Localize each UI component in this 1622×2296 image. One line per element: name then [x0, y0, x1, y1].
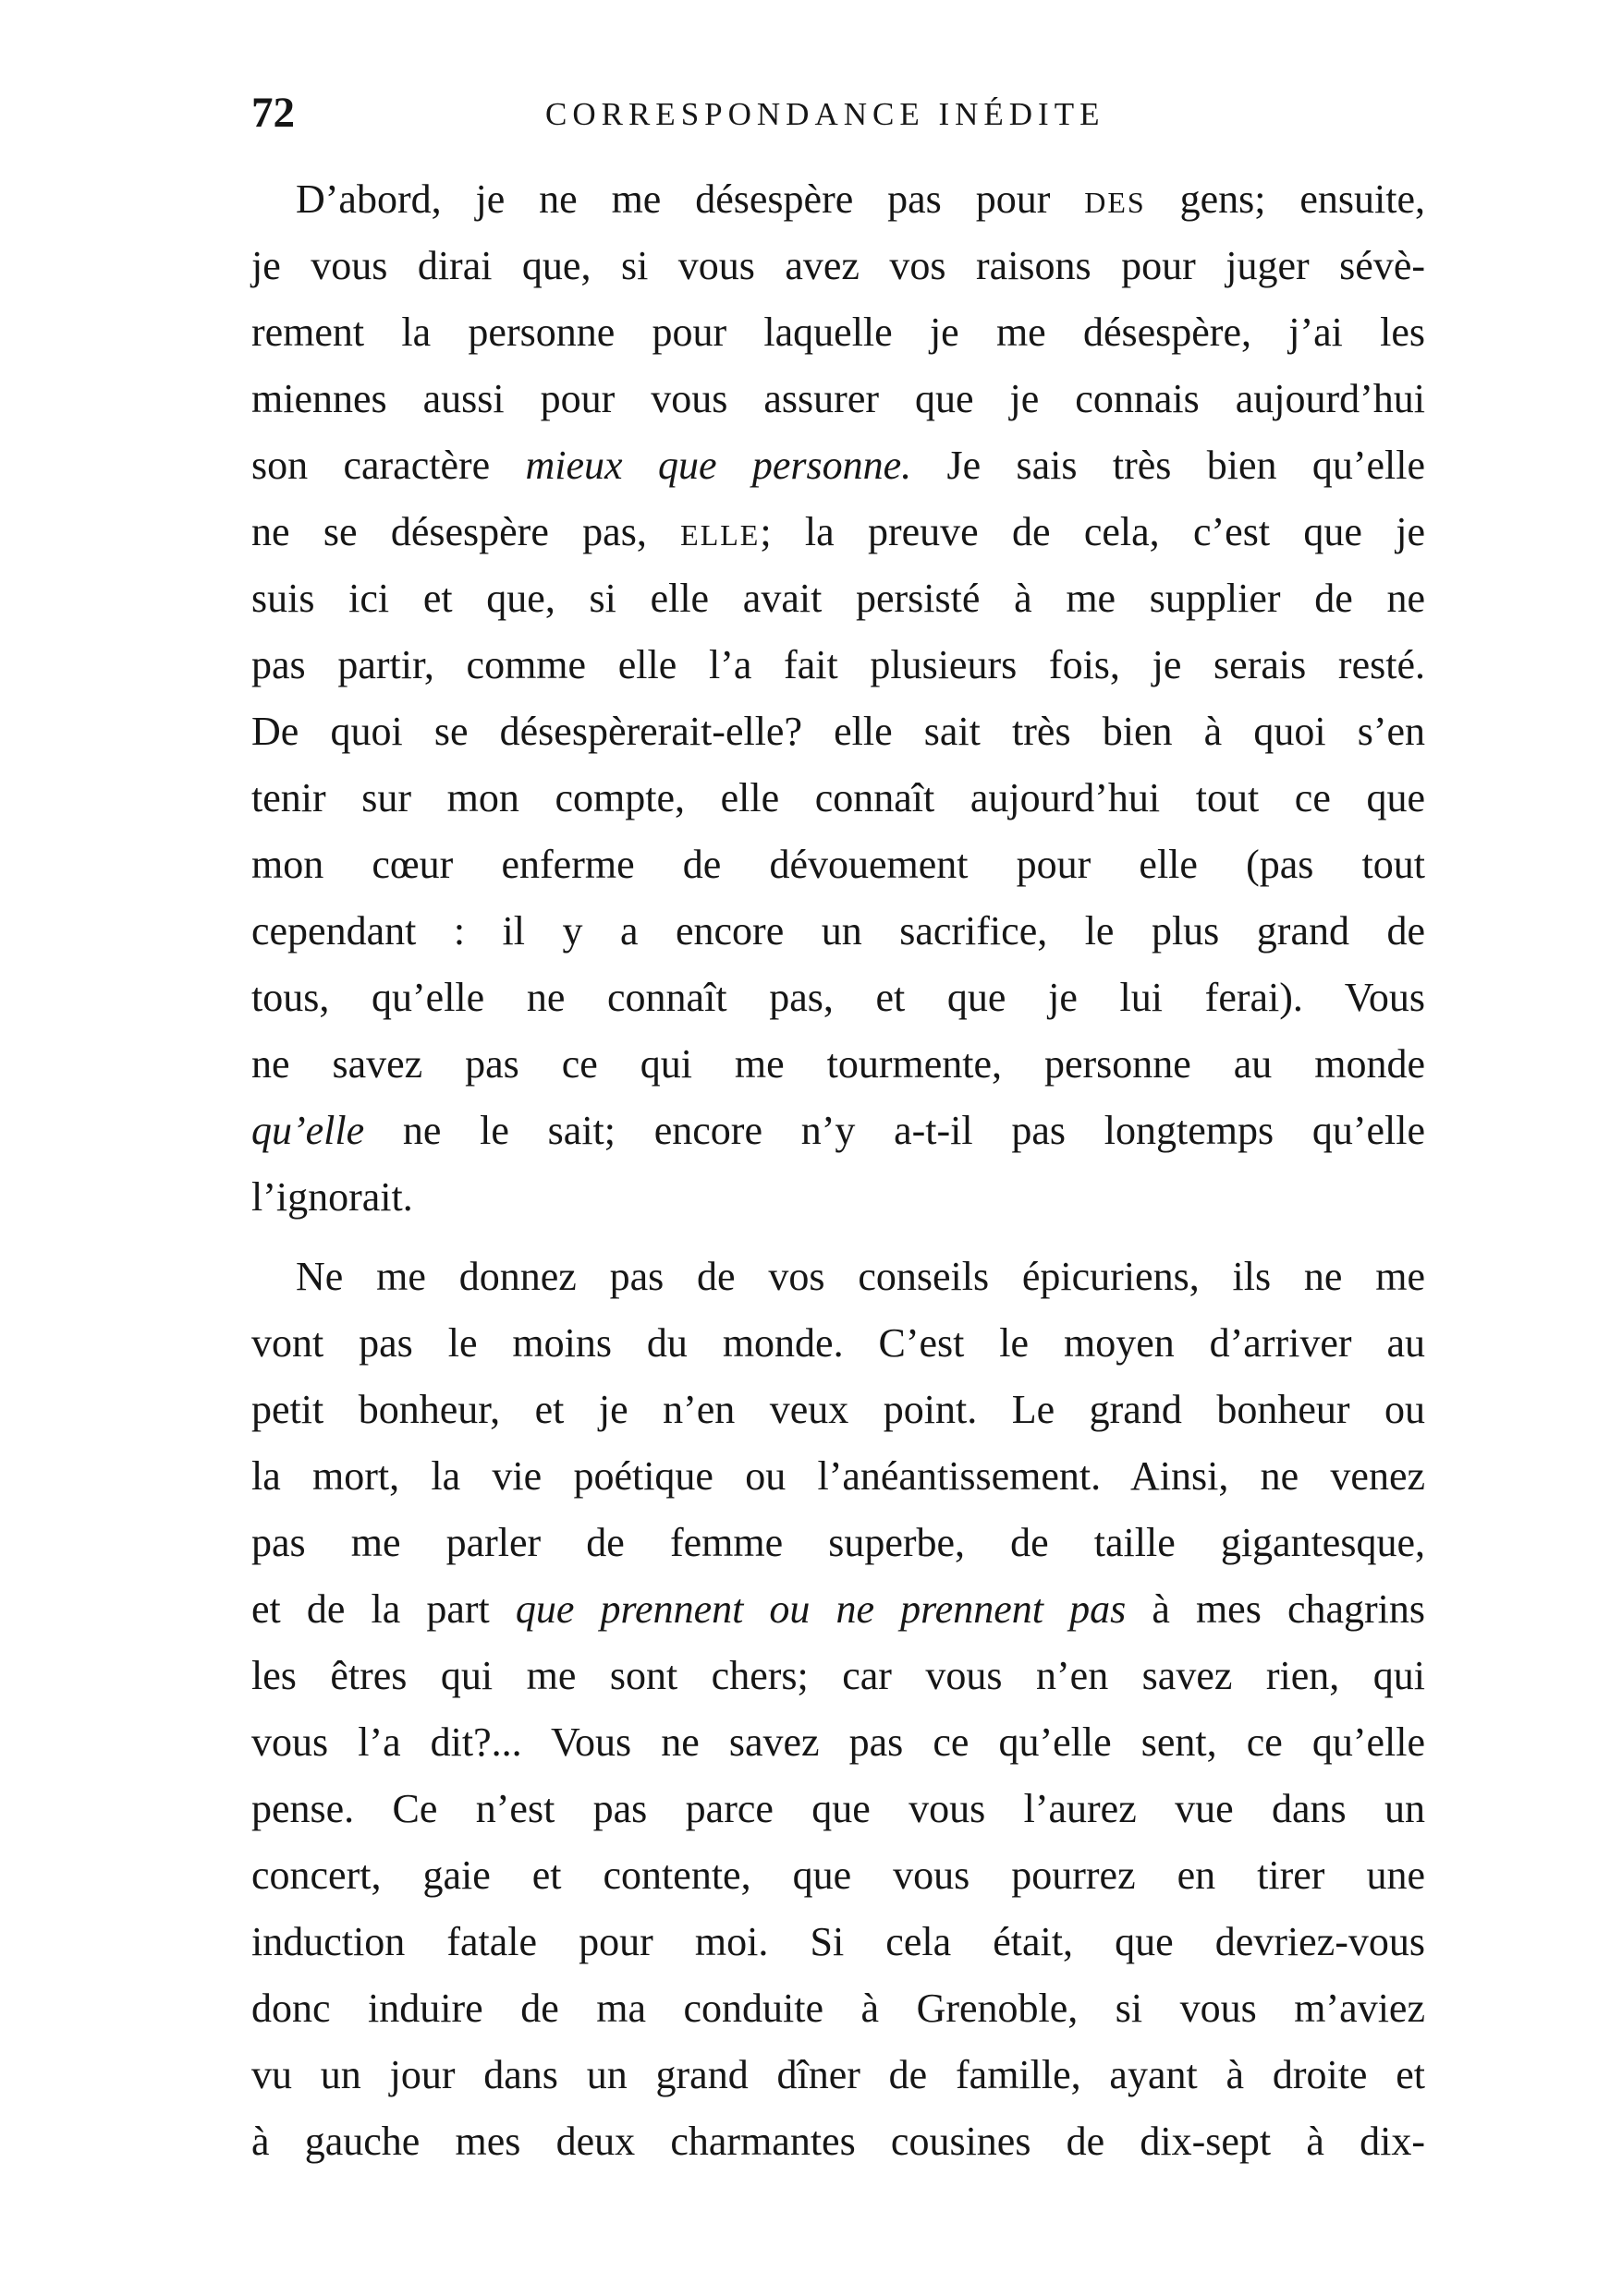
small-caps-word: ELLE: [680, 518, 761, 552]
text-line: pense. Ce n’est pas parce que vous l’aurez vue dans un: [251, 1786, 1425, 1831]
text-line: De quoi se désespèrerait-elle? elle sait très bien à quoi s’en: [251, 709, 1425, 754]
body-text: [251, 166, 1425, 2175]
text-line: tenir sur mon compte, elle connaît aujourd’hui tout ce que: [251, 775, 1425, 820]
text-line: pas partir, comme elle l’a fait plusieurs fois, je serais resté.: [251, 642, 1425, 687]
text-line: petit bonheur, et je n’en veux point. Le grand bonheur ou: [251, 1387, 1425, 1432]
running-title: CORRESPONDANCE INÉDITE: [545, 96, 1105, 132]
text-line: concert, gaie et contente, que vous pourrez en tirer une: [251, 1853, 1425, 1898]
text-line: l’ignorait.: [251, 1174, 413, 1220]
italic-text: que prennent ou ne prennent pas: [515, 1586, 1127, 1632]
text-line: cependant : il y a encore un sacrifice, le plus grand de: [251, 908, 1425, 954]
text-line: vont pas le moins du monde. C’est le moyen d’arriver au: [251, 1320, 1425, 1366]
text-line: qu’elle ne le sait; encore n’y a-t-il pas longtemps qu’elle: [251, 1108, 1425, 1153]
text-line: la mort, la vie poétique ou l’anéantissement. Ainsi, ne venez: [251, 1453, 1425, 1499]
text-line: donc induire de ma conduite à Grenoble, si vous m’aviez: [251, 1986, 1425, 2031]
page-number: 72: [251, 89, 295, 137]
paragraph-1: [251, 166, 1425, 1231]
text-line: rement la personne pour laquelle je me désespère, j’ai les: [251, 310, 1425, 355]
text-line: à gauche mes deux charmantes cousines de dix-sept à dix-: [251, 2119, 1425, 2164]
text-line: je vous dirai que, si vous avez vos raisons pour juger sévè-: [251, 243, 1425, 288]
text-line: ne se désespère pas, ELLE; la preuve de cela, c’est que je: [251, 509, 1425, 554]
text-line: D’abord, je ne me désespère pas pour DES gens; ensuite,: [296, 176, 1426, 222]
text-line: Ne me donnez pas de vos conseils épicuriens, ils ne me: [296, 1254, 1425, 1299]
text-line: suis ici et que, si elle avait persisté à me supplier de ne: [251, 576, 1425, 621]
text-line: tous, qu’elle ne connaît pas, et que je lui ferai). Vous: [251, 975, 1425, 1020]
text-line: vous l’a dit?... Vous ne savez pas ce qu’elle sent, ce qu’elle: [251, 1719, 1425, 1765]
small-caps-word: DES: [1084, 186, 1146, 219]
text-line: vu un jour dans un grand dîner de famille, ayant à droite et: [251, 2052, 1425, 2097]
page-header: [251, 85, 1425, 140]
text-line: pas me parler de femme superbe, de taille gigantesque,: [251, 1520, 1425, 1565]
paragraph-2: [251, 1244, 1425, 2175]
text-line: induction fatale pour moi. Si cela était, que devriez-vous: [251, 1919, 1425, 1964]
text-line: les êtres qui me sont chers; car vous n’en savez rien, qui: [251, 1653, 1425, 1698]
text-line: son caractère mieux que personne. Je sais très bien qu’elle: [251, 443, 1425, 488]
text-line: miennes aussi pour vous assurer que je connais aujourd’hui: [251, 376, 1425, 421]
italic-text: mieux que personne.: [525, 443, 912, 488]
italic-text: qu’elle: [251, 1108, 365, 1153]
text-line: mon cœur enferme de dévouement pour elle (pas tout: [251, 842, 1425, 887]
text-line: et de la part que prennent ou ne prennent pas à mes chagrins: [251, 1586, 1426, 1632]
text-line: ne savez pas ce qui me tourmente, personne au monde: [251, 1041, 1425, 1087]
